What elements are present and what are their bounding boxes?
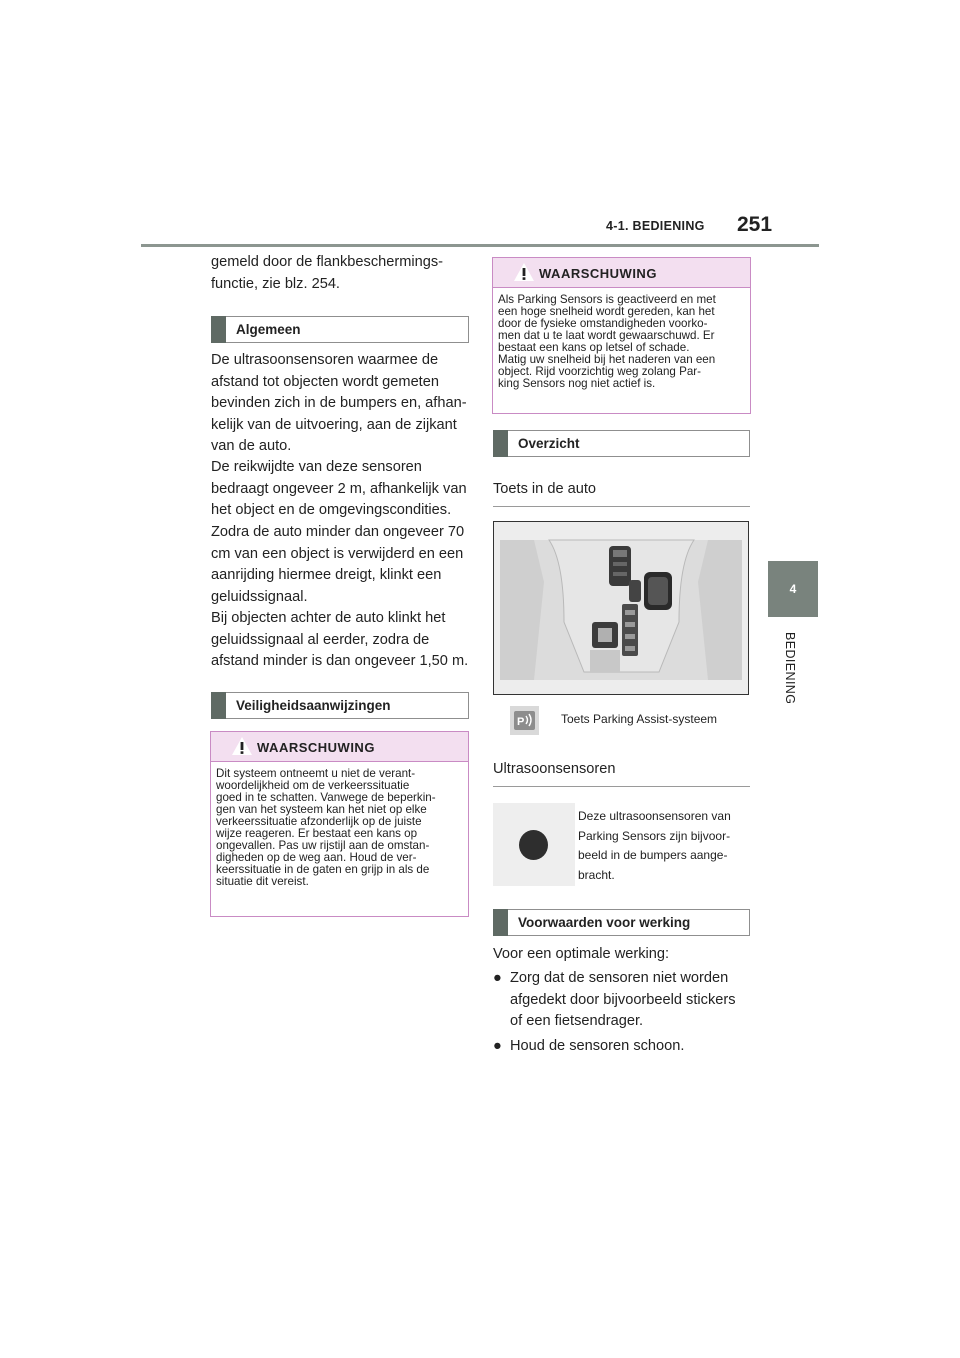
warning-title: WAARSCHUWING xyxy=(257,740,375,755)
heading-general: Algemeen xyxy=(211,316,469,343)
chapter-label: BEDIENING xyxy=(783,632,797,705)
svg-text:P: P xyxy=(517,716,525,728)
parking-assist-button-icon xyxy=(510,706,539,735)
paragraph-70cm: Zodra de auto minder dan ongeveer 70 cm van een object is verwijderd en een aanrijding hiermee dreigt, klinkt een geluidssignaal. xyxy=(211,524,465,605)
warning-text: Dit systeem ontneemt u niet de verant- woordelijkheid om de verkeerssituatie goed in te schatten. Vanwege de beperkin- gen van het systeem kan het niet op elke verkeerssituatie afzonderlijk op de juiste wijze reageren. Er bestaat een kans op ongevallen. Pas uw rijstijl aan de omstan- digheden op de weg aan. Houd de ver- keerssituatie in de gaten en grijp in als de situatie dit vereist. xyxy=(216,767,436,888)
paragraph-range: De reikwijdte van deze sensoren bedraagt ongeveer 2 m, afhankelijk van het object en de omgevingscondities. xyxy=(211,459,467,518)
header-rule xyxy=(141,244,819,247)
paragraph-sensors-location: De ultrasoonsensoren waarmee de afstand tot objecten wordt gemeten bevinden zich in de bumpers en, afhan- kelijk van de uitvoering, aan de zijkant van de auto. xyxy=(211,352,467,454)
bullet-icon: ● xyxy=(493,1037,502,1054)
subheading-button: Toets in de auto xyxy=(493,481,750,507)
console-photo xyxy=(493,521,749,695)
subheading-sensors: Ultrasoonsensoren xyxy=(493,761,750,787)
list-item: ● Zorg dat de sensoren niet worden afgedekt door bijvoorbeeld stickers of een fietsendrager. xyxy=(493,968,753,1033)
warning-triangle-icon xyxy=(513,262,535,282)
paragraph-rear: Bij objecten achter de auto klinkt het geluidssignaal al eerder, zodra de afstand minder is dan ongeveer 1,50 m. xyxy=(211,610,469,669)
heading-overview: Overzicht xyxy=(493,430,750,457)
page-number: 251 xyxy=(737,213,773,236)
button-caption: Toets Parking Assist-systeem xyxy=(561,712,718,726)
sensor-dot xyxy=(519,830,548,860)
warning-title: WAARSCHUWING xyxy=(539,266,657,281)
warning-box-left xyxy=(210,731,469,917)
warning-triangle-icon xyxy=(231,736,253,756)
chapter-number: 4 xyxy=(789,582,797,596)
warning-box-right xyxy=(492,257,751,414)
bullet-list xyxy=(493,968,753,1057)
section-title: 4-1. BEDIENING xyxy=(606,219,705,233)
heading-safety: Veiligheidsaanwijzingen xyxy=(211,692,469,719)
list-item: ● Houd de sensoren schoon. xyxy=(493,1036,753,1058)
conditions-intro: Voor een optimale werking: xyxy=(493,946,670,962)
intro-text: gemeld door de flankbeschermings- functie, zie blz. 254. xyxy=(211,254,444,292)
heading-conditions: Voorwaarden voor werking xyxy=(493,909,750,936)
sensor-description: Deze ultrasoonsensoren van Parking Sensors zijn bijvoor- beeld in de bumpers aange- bracht. xyxy=(578,809,731,882)
center-console-image xyxy=(494,522,748,694)
warning-text: Als Parking Sensors is geactiveerd en met een hoge snelheid wordt gereden, kan het door de fysieke omstandigheden voorko- men dat u te laat wordt gewaarschuwd. Er bestaat een kans op letsel of schade. Matig uw snelheid bij het naderen van een object. Rijd voorzichtig weg zolang Par- king Sensors nog niet actief is. xyxy=(498,293,716,390)
chapter-tab xyxy=(768,561,818,617)
ultrasonic-sensor-image xyxy=(493,803,575,886)
bullet-icon: ● xyxy=(493,970,502,986)
